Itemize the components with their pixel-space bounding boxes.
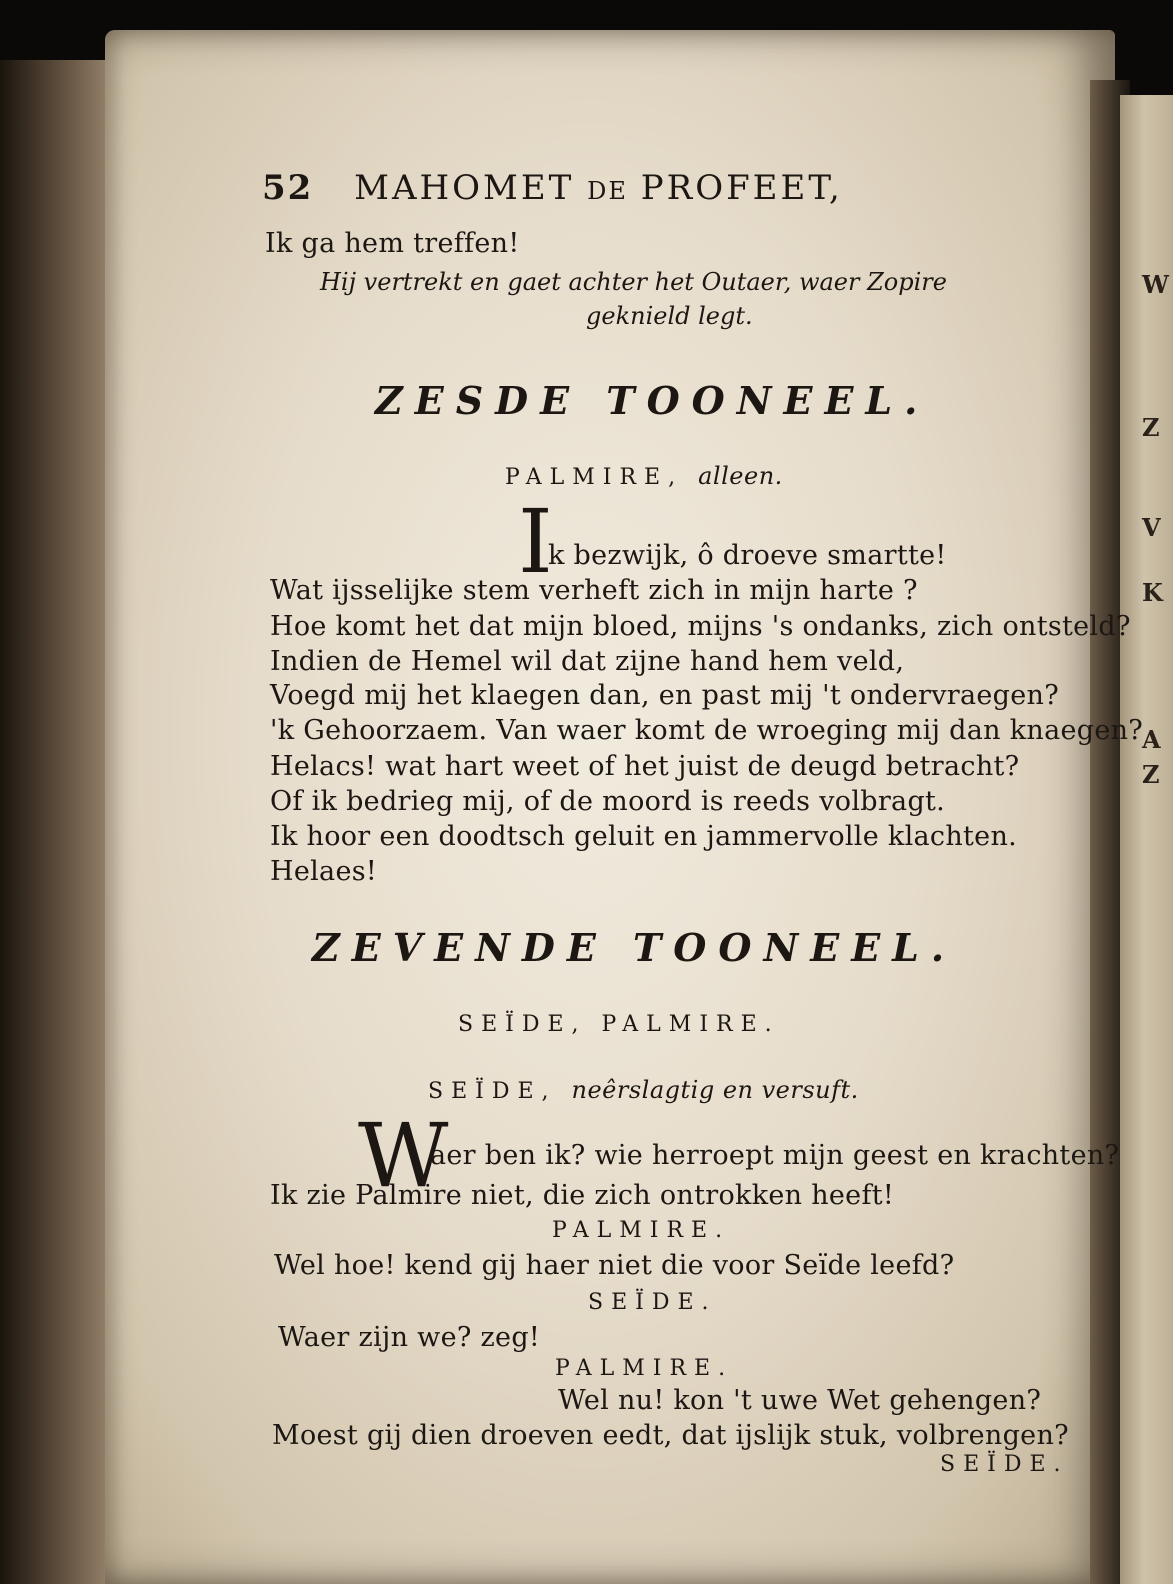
speaker-name: PALMIRE. bbox=[552, 1218, 731, 1243]
verse-line: Ik ga hem treffen! bbox=[265, 228, 520, 259]
verse-line: Ik hoor een doodtsch geluit en jammervolle klachten. bbox=[270, 821, 1018, 852]
cast-list: SEÏDE, PALMIRE. bbox=[458, 1012, 780, 1037]
verse-line: 'k Gehoorzaem. Van waer komt de wroeging mij dan knaegen? bbox=[270, 715, 1144, 746]
speaker-note: neêrslagtig en versuft. bbox=[571, 1076, 859, 1104]
next-page-fragment: K bbox=[1142, 578, 1163, 607]
next-page-edge bbox=[1120, 95, 1173, 1584]
scene-title: ZESDE TOONEEL. bbox=[375, 378, 930, 423]
verse-line: Helacs! wat hart weet of het juist de deugd betracht? bbox=[270, 751, 1020, 782]
book-edge bbox=[0, 60, 120, 1584]
verse-line: Wel hoe! kend gij haer niet die voor Seïde leefd? bbox=[274, 1250, 955, 1281]
verse-line: k bezwijk, ô droeve smartte! bbox=[548, 540, 947, 571]
verse-line: Voegd mij het klaegen dan, en past mij 't ondervraegen? bbox=[270, 680, 1059, 711]
running-header bbox=[262, 168, 1002, 208]
verse-line: Indien de Hemel wil dat zijne hand hem veld, bbox=[270, 646, 905, 677]
verse-line: Hoe komt het dat mijn bloed, mijns 's ondanks, zich ontsteld? bbox=[270, 611, 1131, 642]
next-page-fragment: Z bbox=[1142, 413, 1160, 442]
verse-line: Helaes! bbox=[270, 856, 378, 887]
stage-direction: geknield legt. bbox=[586, 302, 753, 330]
speaker-name: PALMIRE, bbox=[505, 465, 684, 490]
stage-direction: Hij vertrekt en gaet achter het Outaer, waer Zopire bbox=[320, 268, 947, 296]
drop-cap: I bbox=[518, 490, 553, 593]
scene-title: ZEVENDE TOONEEL. bbox=[312, 925, 957, 970]
speaker-name: SEÏDE. bbox=[940, 1452, 1069, 1477]
verse-line: Ik zie Palmire niet, die zich ontrokken heeft! bbox=[270, 1180, 895, 1211]
speaker-name: SEÏDE. bbox=[588, 1290, 717, 1315]
verse-line: Waer zijn we? zeg! bbox=[278, 1322, 541, 1353]
page-number: 52 bbox=[262, 168, 314, 208]
header-title-part: MAHOMET bbox=[354, 168, 575, 208]
verse-line: aer ben ik? wie herroept mijn geest en krachten? bbox=[430, 1140, 1120, 1171]
header-title-part: PROFEET, bbox=[640, 168, 843, 208]
verse-line: Of ik bedrieg mij, of de moord is reeds volbragt. bbox=[270, 786, 946, 817]
next-page-fragment: W bbox=[1142, 270, 1169, 299]
verse-line: Wat ijsselijke stem verheft zich in mijn harte ? bbox=[270, 575, 918, 606]
drop-cap: W bbox=[358, 1104, 449, 1207]
speaker-name: PALMIRE. bbox=[555, 1356, 734, 1381]
header-title-part: DE bbox=[587, 177, 628, 205]
speaker-heading bbox=[428, 1076, 859, 1104]
next-page-fragment: Z bbox=[1142, 760, 1160, 789]
speaker-heading bbox=[505, 462, 783, 490]
verse-line: Moest gij dien droeven eedt, dat ijslijk stuk, volbrengen? bbox=[272, 1420, 1069, 1451]
next-page-fragment: A bbox=[1142, 725, 1161, 754]
next-page-fragment: V bbox=[1142, 513, 1161, 542]
speaker-note: alleen. bbox=[698, 462, 783, 490]
verse-line: Wel nu! kon 't uwe Wet gehengen? bbox=[558, 1385, 1042, 1416]
speaker-name: SEÏDE, bbox=[428, 1079, 557, 1104]
